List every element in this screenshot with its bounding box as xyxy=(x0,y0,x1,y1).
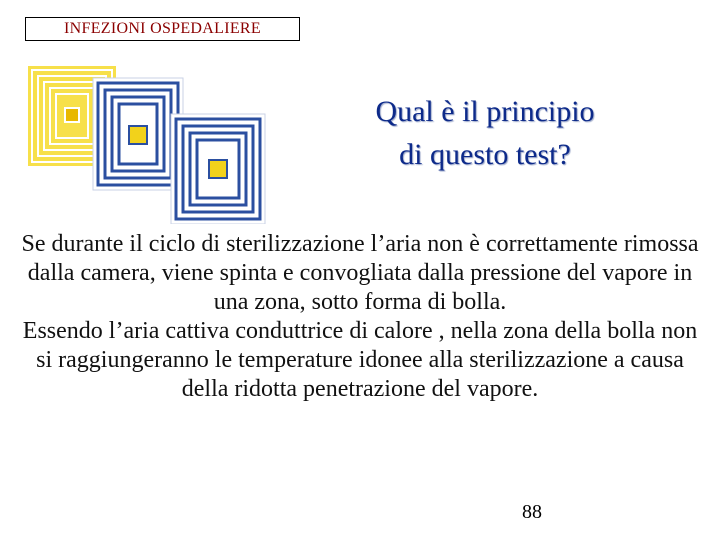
test-sheets-image xyxy=(28,64,278,224)
bowie-dick-test-illustration xyxy=(28,64,278,224)
body-paragraph-1: Se durante il ciclo di sterilizzazione l’aria non è correttamente rimossa dalla camera, viene spinta e convogliata dalla pressione del vapore in una zona, sotto forma di bolla. xyxy=(21,231,699,315)
page-number: 88 xyxy=(522,501,542,523)
slide-title xyxy=(320,90,650,176)
body-paragraph-2: Essendo l’aria cattiva conduttrice di calore , nella zona della bolla non si raggiungeranno le temperature idonee alla sterilizzazione a causa della ridotta penetrazione del vapore. xyxy=(22,318,698,402)
title-line-1: Qual è il principio xyxy=(375,95,595,128)
title-line-2: di questo test? xyxy=(399,138,571,171)
slide-header: INFEZIONI OSPEDALIERE xyxy=(25,17,300,41)
slide-body xyxy=(20,230,700,404)
